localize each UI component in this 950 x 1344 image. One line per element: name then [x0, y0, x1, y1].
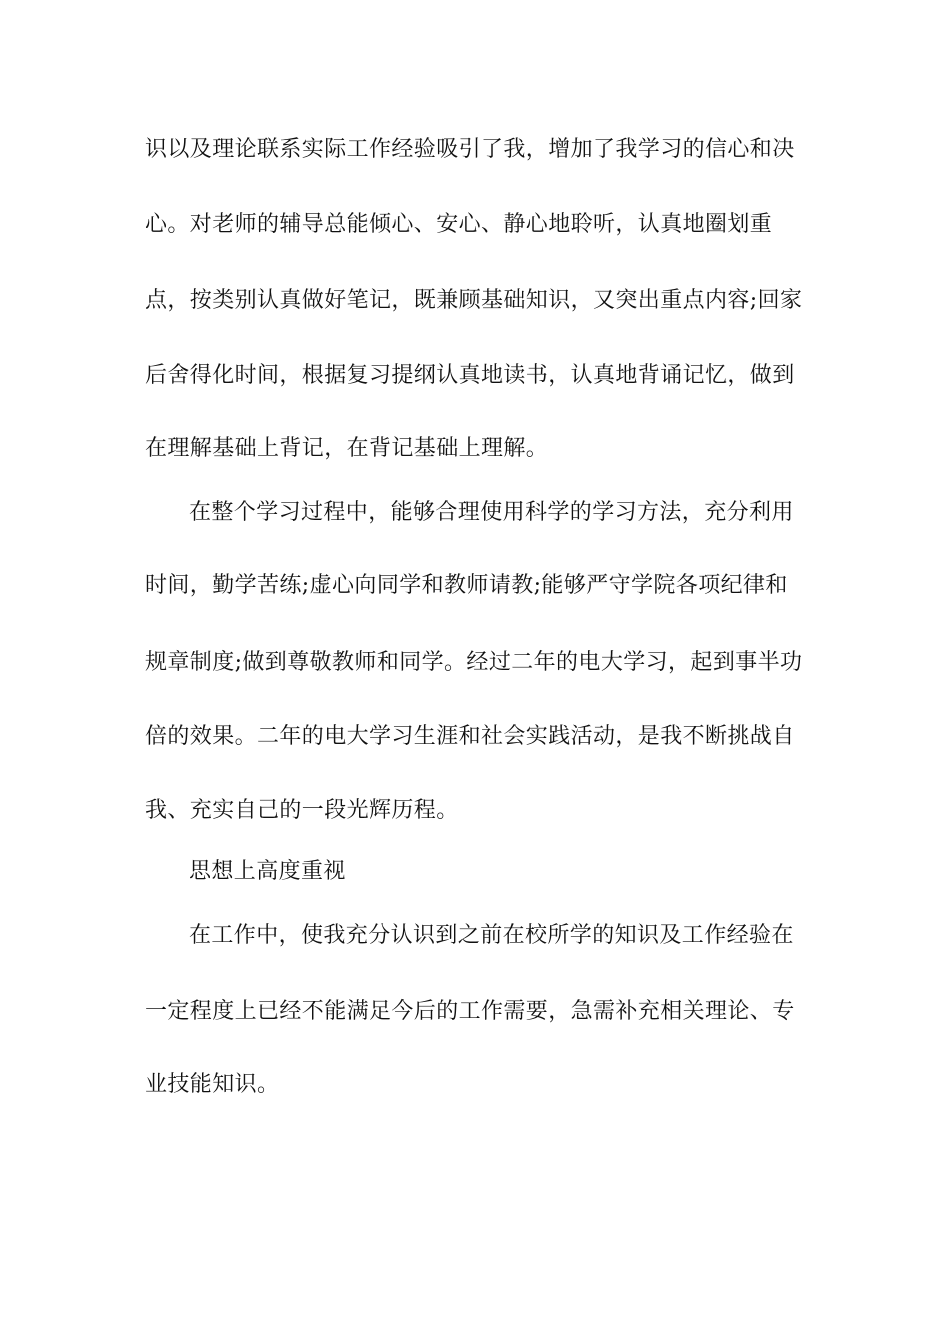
paragraph-line: 识以及理论联系实际工作经验吸引了我，增加了我学习的信心和决	[145, 137, 795, 162]
paragraph-line: 规章制度;做到尊敬教师和同学。经过二年的电大学习，起到事半功	[145, 650, 803, 675]
paragraph-line: 在理解基础上背记，在背记基础上理解。	[145, 436, 549, 461]
paragraph-line: 倍的效果。二年的电大学习生涯和社会实践活动，是我不断挑战自	[145, 724, 795, 749]
paragraph-line: 在工作中，使我充分认识到之前在校所学的知识及工作经验在	[189, 923, 794, 948]
paragraph-line: 心。对老师的辅导总能倾心、安心、静心地聆听，认真地圈划重	[145, 212, 773, 237]
paragraph-line: 时间，勤学苦练;虚心向同学和教师请教;能够严守学院各项纪律和	[145, 573, 788, 598]
section-heading: 思想上高度重视	[189, 859, 346, 884]
paragraph-line: 一定程度上已经不能满足今后的工作需要，急需补充相关理论、专	[145, 999, 795, 1024]
paragraph-line: 后舍得化时间，根据复习提纲认真地读书，认真地背诵记忆，做到	[145, 363, 795, 388]
paragraph-line: 点，按类别认真做好笔记，既兼顾基础知识，又突出重点内容;回家	[145, 288, 803, 313]
paragraph-line: 业技能知识。	[145, 1072, 280, 1097]
paragraph-line: 在整个学习过程中，能够合理使用科学的学习方法，充分利用	[189, 500, 794, 525]
paragraph-line: 我、充实自己的一段光辉历程。	[145, 798, 459, 823]
